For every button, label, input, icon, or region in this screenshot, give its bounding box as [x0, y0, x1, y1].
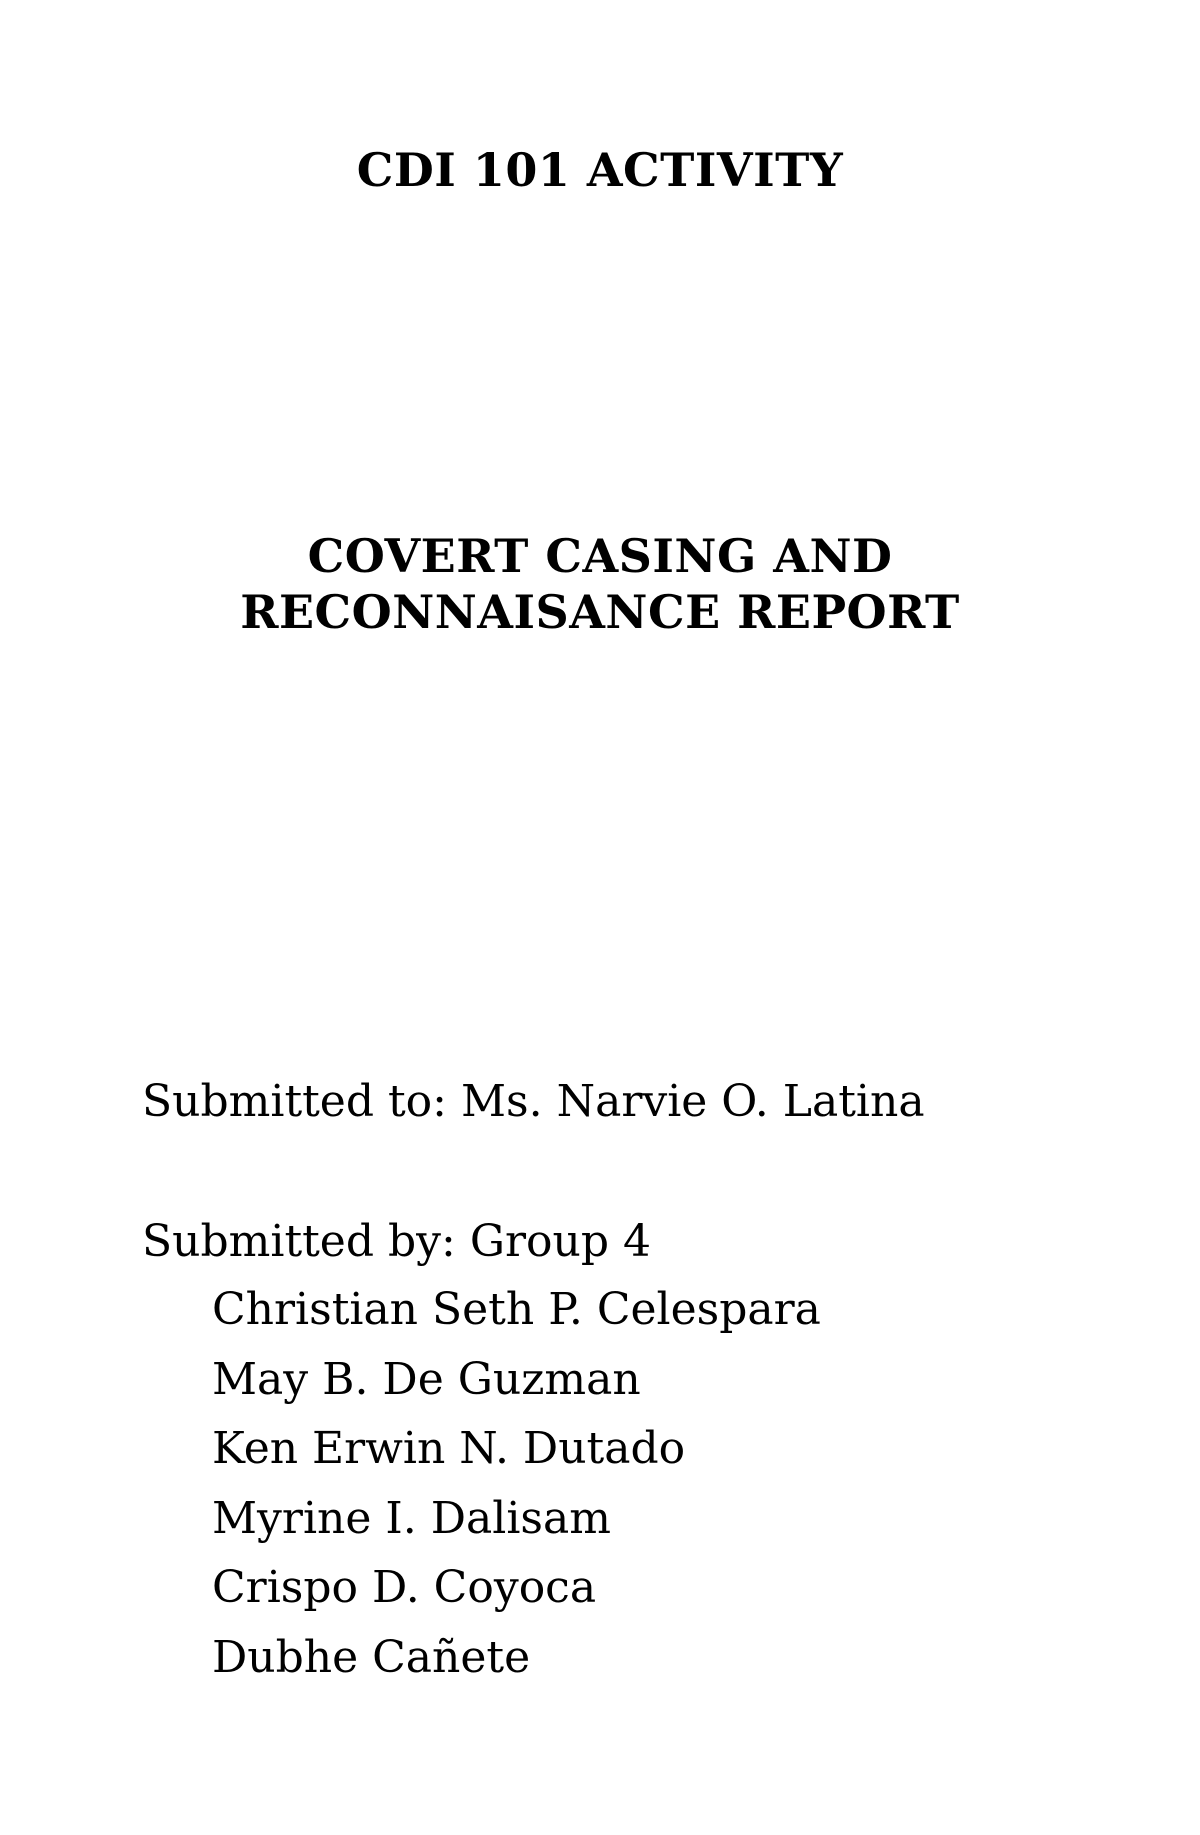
report-title-line-2: RECONNAISANCE REPORT — [240, 585, 960, 639]
group-member: Myrine I. Dalisam — [212, 1492, 611, 1544]
submitted-by: Submitted by: Group 4 — [142, 1216, 651, 1267]
group-member: May B. De Guzman — [212, 1353, 641, 1405]
submitted-to: Submitted to: Ms. Narvie O. Latina — [142, 1076, 925, 1127]
report-title-line-1: COVERT CASING AND — [307, 529, 893, 583]
group-member: Ken Erwin N. Dutado — [212, 1423, 686, 1474]
report-title — [0, 528, 1200, 640]
course-title: CDI 101 ACTIVITY — [356, 143, 844, 197]
group-member: Christian Seth P. Celespara — [212, 1284, 821, 1335]
group-member: Crispo D. Coyoca — [212, 1562, 597, 1613]
group-member: Dubhe Cañete — [212, 1631, 531, 1683]
group-members-list — [212, 1280, 821, 1697]
